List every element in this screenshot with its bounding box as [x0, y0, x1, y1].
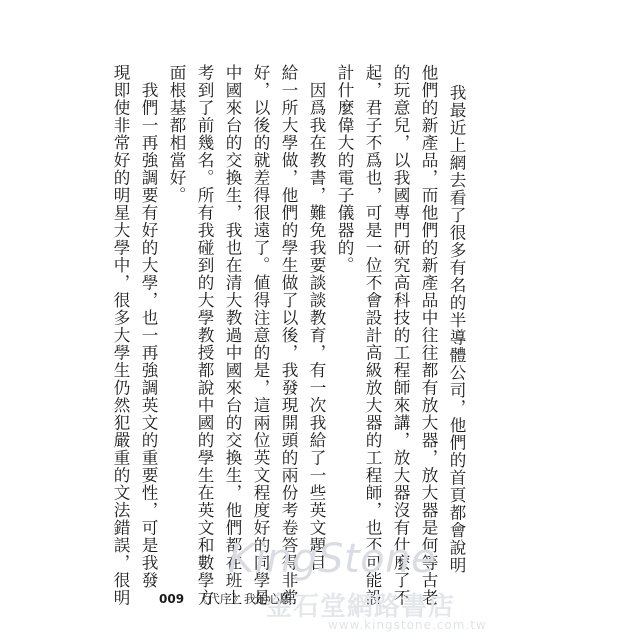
- text-column-3: 的玩意兒，以我國專門研究高科技的工程師來講，放大器沒有什麼了不: [391, 64, 410, 607]
- text-column-8: 好，以後的就差得很遠了。値得注意的是，這兩位英文程度好的同學是: [251, 64, 270, 607]
- text-column-6: 因爲我在教書，難免我要談談教育，有一次我給了一些英文題目: [307, 64, 326, 572]
- text-column-13: 現即使非常好的明星大學中，很多大學生仍然犯嚴重的文法錯誤，很明: [111, 64, 130, 607]
- text-column-12: 我們一再強調要有好的大學，也一再強調英文的重要性，可是我發: [139, 64, 158, 589]
- text-column-5: 計什麼偉大的電子儀器的。: [335, 64, 354, 274]
- kingstone-watermark-chinese: 金石堂網路書店: [266, 592, 456, 622]
- text-column-7: 給一所大學做，他們的學生做了以後，我發現開頭的兩份考卷答得非常: [279, 64, 298, 607]
- section-title: 《代序》我的心願: [195, 592, 292, 606]
- page-footer: [159, 590, 292, 607]
- text-column-2: 他們的新產品，而他們的新產品中往往都有放大器，放大器是何等古老: [419, 64, 438, 607]
- kingstone-watermark-url: www.kingstone.com.tw: [328, 618, 487, 632]
- text-column-1: 我最近上網去看了很多有名的半導體公司，他們的首頁都會說明: [447, 84, 466, 574]
- page-number: 009: [159, 592, 185, 606]
- text-column-9: 中國來台的交換生，我也在清大教過中國來台的交換生，他們都在班上: [223, 64, 242, 607]
- kingstone-watermark: KingStone: [228, 536, 437, 582]
- text-column-10: 考到了前幾名。所有我碰到的大學教授都說中國的學生在英文和數學方: [195, 64, 214, 607]
- text-column-4: 起，君子不爲也，可是一位不會設計高級放大器的工程師，也不可能設: [363, 64, 382, 607]
- text-column-11: 面根基都相當好。: [167, 64, 186, 204]
